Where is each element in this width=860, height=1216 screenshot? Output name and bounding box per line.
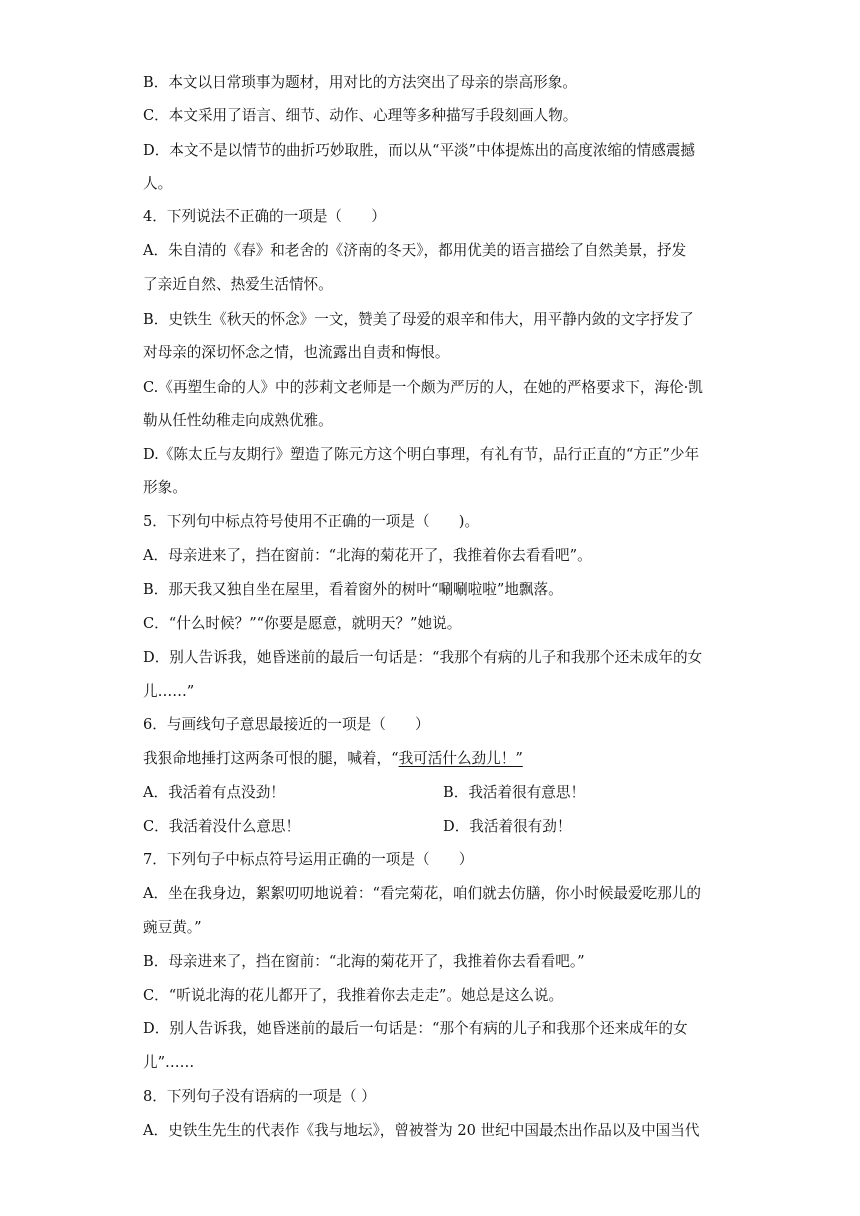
q6-sentence-text: 我狠命地捶打这两条可恨的腿，喊着，“ (143, 750, 399, 767)
q5-option-a: A．母亲进来了，挡在窗前：“北海的菊花开了，我推着你去看看吧”。 (143, 547, 592, 564)
q3-option-d-line2: 人。 (143, 175, 173, 192)
q4-option-a-line2: 了亲近自然、热爱生活情怀。 (143, 276, 333, 293)
q4-option-a-line1: A．朱自清的《春》和老舍的《济南的冬天》，都用优美的语言描绘了自然美景，抒发 (143, 242, 687, 259)
q6-option-d: D．我活着很有劲！ (443, 818, 572, 835)
q5-stem: 5．下列句中标点符号使用不正确的一项是（ )。 (143, 513, 480, 530)
q6-option-b: B．我活着很有意思！ (443, 784, 586, 801)
q4-option-d-line2: 形象。 (143, 479, 187, 496)
q6-option-c: C．我活着没什么意思！ (143, 818, 301, 835)
q4-option-c-line2: 勒从任性幼稚走向成熟优雅。 (143, 412, 333, 429)
q6-sentence (143, 749, 723, 769)
q7-option-d-line1: D．别人告诉我，她昏迷前的最后一句话是：“那个有病的儿子和我那个还来成年的女 (143, 1020, 688, 1037)
q6-option-a: A．我活着有点没劲！ (143, 784, 285, 801)
q6-underlined-sentence: 我可活什么劲儿！” (398, 750, 523, 767)
q5-option-d-line2: 儿……” (143, 683, 195, 700)
q6-stem: 6．与画线句子意思最接近的一项是（ ） (143, 716, 430, 733)
q4-option-d-line1: D.《陈太丘与友期行》塑造了陈元方这个明白事理，有礼有节，品行正直的“方正”少年 (143, 446, 700, 463)
q4-stem: 4．下列说法不正确的一项是（ ） (143, 208, 386, 225)
q8-option-a-line1: A．史铁生先生的代表作《我与地坛》，曾被誉为 20 世纪中国最杰出作品以及中国当代 (143, 1122, 700, 1139)
q3-option-c: C．本文采用了语言、细节、动作、心理等多种描写手段刻画人物。 (143, 107, 578, 124)
q7-option-d-line2: 儿”…… (143, 1054, 195, 1071)
q7-stem: 7．下列句子中标点符号运用正确的一项是（ ） (143, 851, 474, 868)
q4-option-b-line2: 对母亲的深切怀念之情，也流露出自责和悔恨。 (143, 344, 450, 361)
q8-stem: 8．下列句子没有语病的一项是（ ） (143, 1088, 376, 1105)
q7-option-a-line2: 豌豆黄。” (143, 919, 202, 936)
q3-option-d-line1: D．本文不是以情节的曲折巧妙取胜，而以从“平淡”中体提炼出的高度浓缩的情感震撼 (143, 142, 696, 159)
q7-option-a-line1: A．坐在我身边，絮絮叨叨地说着：“看完菊花，咱们就去仿膳，你小时候最爱吃那儿的 (143, 885, 701, 902)
q4-option-b-line1: B．史铁生《秋天的怀念》一文，赞美了母爱的艰辛和伟大，用平静内敛的文字抒发了 (143, 311, 694, 328)
q7-option-c: C．“听说北海的花儿都开了，我推着你去走走”。她总是这么说。 (143, 987, 564, 1004)
q5-option-b: B．那天我又独自坐在屋里，看着窗外的树叶“唰唰啦啦”地飘落。 (143, 581, 563, 598)
q7-option-b: B．母亲进来了，挡在窗前：“北海的菊花开了，我推着你去看看吧。” (143, 953, 585, 970)
q5-option-d-line1: D．别人告诉我，她昏迷前的最后一句话是：“我那个有病的儿子和我那个还未成年的女 (143, 649, 703, 666)
q5-option-c: C．“什么时候？”“你要是愿意，就明天？”她说。 (143, 615, 462, 632)
q4-option-c-line1: C.《再塑生命的人》中的莎莉文老师是一个颇为严厉的人，在她的严格要求下，海伦·凯 (143, 379, 703, 396)
q3-option-b: B．本文以日常琐事为题材，用对比的方法突出了母亲的崇高形象。 (143, 74, 577, 91)
